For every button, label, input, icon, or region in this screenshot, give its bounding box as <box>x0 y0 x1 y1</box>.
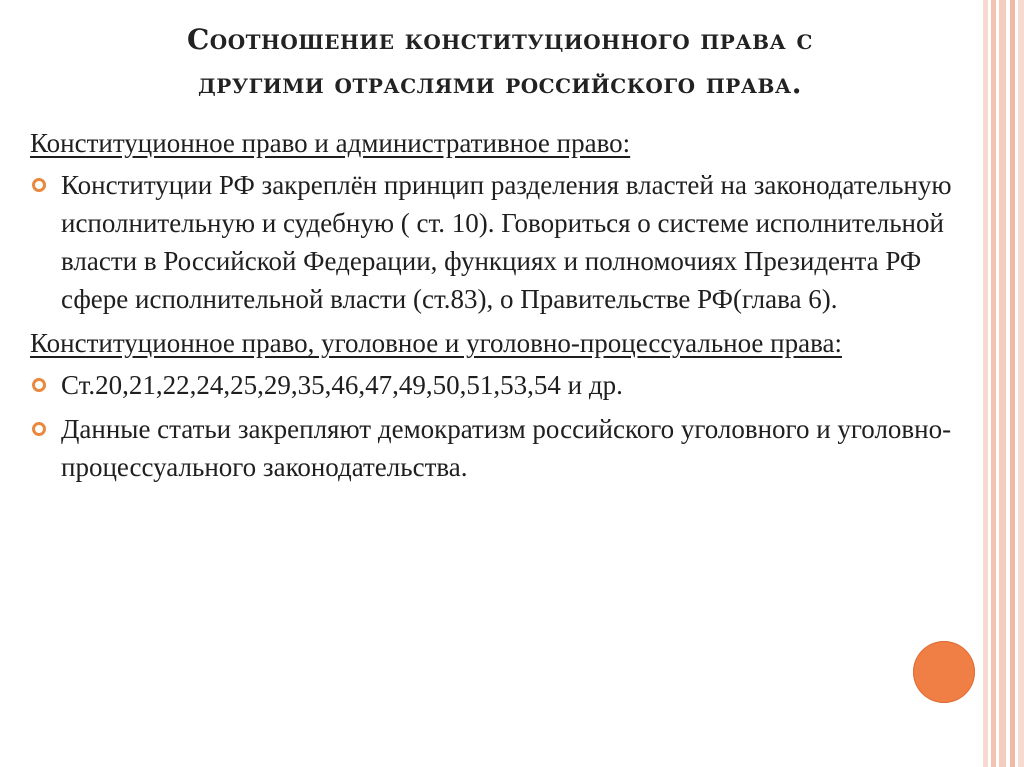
title-line-2: другими отраслями российского права. <box>198 67 802 100</box>
section-heading-criminal: Конституционное право, уголовное и уголовно-процессуальное права: <box>30 328 842 358</box>
list-item <box>30 366 980 404</box>
decorative-stripe <box>1018 0 1024 767</box>
slide-title <box>40 18 960 106</box>
section-heading-administrative: Конституционное право и административное право: <box>30 128 631 158</box>
decorative-stripe <box>999 0 1006 767</box>
bullet-icon <box>32 178 46 192</box>
orange-circle-icon <box>913 641 975 703</box>
list-item-text: Ст.20,21,22,24,25,29,35,46,47,49,50,51,53,54 и др. <box>61 370 623 400</box>
bullet-icon <box>32 422 46 436</box>
decorative-stripe <box>1010 0 1015 767</box>
title-line-1: Соотношение конституционного права с <box>187 23 813 56</box>
list-item-text: Данные статьи закрепляют демократизм российского уголовного и уголовно- процессуального законодательства. <box>61 414 952 482</box>
slide-content <box>30 124 980 492</box>
bullet-icon <box>32 378 46 392</box>
decorative-stripe <box>991 0 996 767</box>
decorative-stripe <box>983 0 988 767</box>
list-item <box>30 166 980 318</box>
list-item-text: Конституции РФ закреплён принцип разделения властей на законодательную исполнительную и судебную ( ст. 10). Говориться о системе исполнительной власти в Российской Федерации, функциях и полномочиях Президента РФ сфере исполнительной власти (ст.83), о Правительстве РФ(глава 6). <box>61 170 952 314</box>
list-item <box>30 410 980 486</box>
